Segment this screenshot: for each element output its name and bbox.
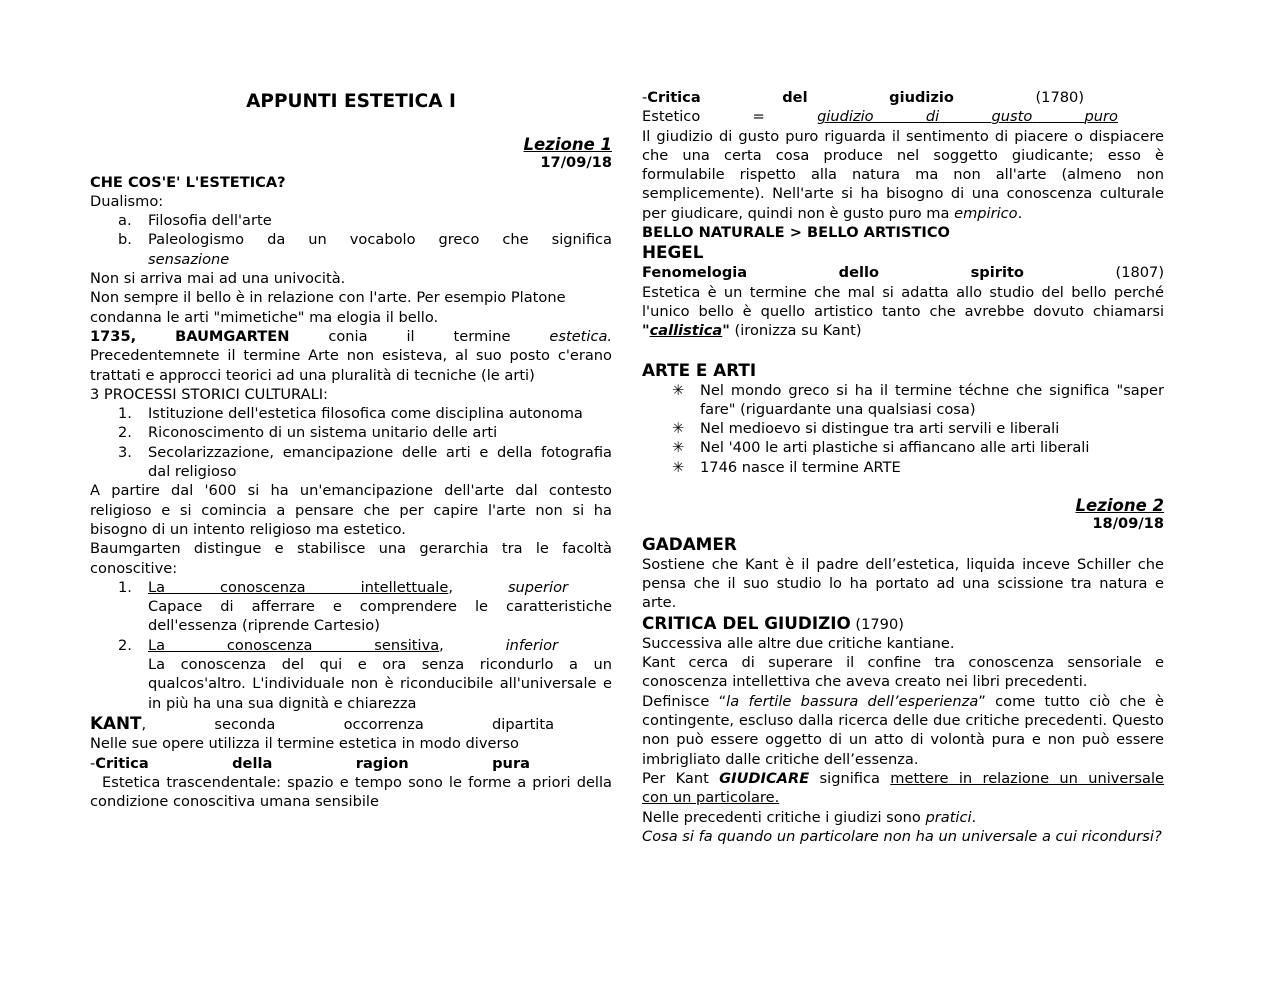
paragraph: Precedentemnete il termine Arte non esisteva, al suo posto c'erano trattati e approcci teorici ad una pluralità di tecniche (le arti)	[90, 347, 612, 384]
kant-line: KANT, seconda occorrenza dipartita	[90, 712, 555, 733]
list-item: ✳ Nel mondo greco si ha il termine téchne che significa "saper fare" (riguardante una qualsiasi cosa)	[672, 381, 1164, 418]
star-icon: ✳	[672, 420, 685, 438]
list-item: ✳ 1746 nasce il termine ARTE	[672, 458, 901, 476]
list-item: 2. La conoscenza sensitiva, inferior La conoscenza del qui e ora senza ricondurlo a un qualcos'altro. L'individuale non è riconducibile all'universale e in più ha una sua dignità e chiarezza	[118, 636, 612, 712]
gadamer-heading: GADAMER	[642, 533, 737, 554]
knowledge-list	[90, 578, 612, 713]
paragraph: Successiva alle altre due critiche kantiane.	[642, 634, 955, 652]
document-title: APPUNTI ESTETICA I	[246, 91, 456, 112]
processes-list	[90, 404, 612, 481]
paragraph: Baumgarten distingue e stabilisce una gerarchia tra le facoltà conoscitive:	[90, 540, 612, 577]
paragraph: Nelle sue opere utilizza il termine estetica in modo diverso	[90, 735, 519, 753]
critica-giudizio-heading: CRITICA DEL GIUDIZIO (1790)	[642, 612, 904, 633]
paragraph: Estetica è un termine che mal si adatta allo studio del bello perché l'unico bello è quello artistico tanto che avrebbe dovuto chiamarsi "callistica" (ironizza su Kant)	[642, 283, 1164, 340]
giudicare-line-2: con un particolare.	[642, 789, 780, 807]
paragraph: A partire dal '600 si ha un'emancipazione dell'arte dal contesto religioso e si comincia a pensare che per capire l'arte non si ha bisogno di un intento religioso ma estetico.	[90, 482, 612, 538]
star-icon: ✳	[672, 439, 685, 457]
arte-list	[642, 381, 1164, 477]
lesson-1-label: Lezione 1	[523, 135, 612, 154]
baumgarten-line: 1735, BAUMGARTEN conia il termine estetica.	[90, 327, 613, 345]
right-column	[642, 88, 1164, 846]
dualism-label: Dualismo:	[90, 192, 164, 210]
paragraph: Non si arriva mai ad una univocità.	[90, 270, 346, 288]
giudicare-line: Per Kant GIUDICARE significa mettere in relazione un universale	[642, 769, 1164, 787]
lesson-2-date: 18/09/18	[1092, 515, 1164, 533]
critica-ragion-pura-line: -Critica della ragion pura	[90, 754, 530, 772]
list-item: ✳ Nel medioevo si distingue tra arti servili e liberali	[672, 420, 1060, 438]
paragraph: Nelle precedenti critiche i giudizi sono pratici.	[642, 808, 977, 826]
hegel-heading: HEGEL	[642, 242, 704, 263]
bello-line: BELLO NATURALE > BELLO ARTISTICO	[642, 224, 950, 242]
processes-heading: 3 PROCESSI STORICI CULTURALI:	[90, 385, 328, 403]
star-icon: ✳	[672, 458, 685, 476]
paragraph: Estetica trascendentale: spazio e tempo sono le forme a priori della condizione conoscitiva umana sensibile	[90, 773, 612, 811]
lesson-1-date: 17/09/18	[540, 154, 612, 172]
paragraph: Sostiene che Kant è il padre dell’estetica, liquida inceve Schiller che pensa che il suo studio lo ha portato ad una scissione tra natura e arte.	[642, 555, 1164, 612]
star-icon: ✳	[672, 381, 685, 399]
estetico-line: Estetico = giudizio di gusto puro	[642, 108, 1118, 126]
list-item: 3. Secolarizzazione, emancipazione delle arti e della fotografia dal religioso	[118, 443, 612, 481]
fenomenologia-line: Fenomelogia dello spirito (1807)	[642, 264, 1165, 282]
list-item: ✳ Nel '400 le arti plastiche si affiancano alle arti liberali	[672, 439, 1090, 457]
paragraph: Definisce “la fertile bassura dell’esperienza” come tutto ciò che è contingente, escluso dalla ricerca delle due critiche precedenti. Questo non può essere oggetto di un atto di volontà pura e non può essere imbrigliato dalle critiche dell’essenza.	[642, 692, 1164, 768]
paragraph: Non sempre il bello è in relazione con l'arte. Per esempio Platone condanna le arti "mimetiche" ma elogia il bello.	[90, 289, 566, 326]
lesson-1-heading	[90, 135, 612, 155]
list-item: a. Filosofia dell'arte	[118, 212, 272, 230]
arte-heading: ARTE E ARTI	[642, 359, 757, 380]
dualism-list	[90, 211, 612, 269]
lesson-2-label: Lezione 2	[1075, 496, 1164, 516]
paragraph: Kant cerca di superare il confine tra conoscenza sensoriale e conoscenza intellettiva che aveva creato nei libri precedenti.	[642, 654, 1164, 691]
list-item: 1. La conoscenza intellettuale, superior Capace di afferrare e comprendere le caratteristiche dell'essenza (riprende Cartesio)	[118, 578, 612, 635]
question-heading: CHE COS'E' L'ESTETICA?	[90, 173, 286, 191]
left-column	[90, 88, 612, 811]
critica-giudizio-line: -Critica del giudizio (1780)	[642, 89, 1085, 106]
question-paragraph: Cosa si fa quando un particolare non ha un universale a cui ricondursi?	[642, 827, 1162, 845]
list-item: 2. Riconoscimento di un sistema unitario delle arti	[118, 424, 498, 442]
lesson-2-heading	[642, 496, 1164, 516]
list-item: b. Paleologismo da un vocabolo greco che significa sensazione	[118, 231, 612, 268]
paragraph: Il giudizio di gusto puro riguarda il sentimento di piacere o dispiacere che una certa cosa produce nel soggetto giudicante; esso è formulabile rispetto alla natura ma non all'arte (almeno non semplicemente). Nell'arte si ha bisogno di una conoscenza culturale per giudicare, quindi non è gusto puro ma empirico.	[642, 127, 1164, 222]
list-item: 1. Istituzione dell'estetica filosofica come disciplina autonoma	[118, 405, 583, 423]
